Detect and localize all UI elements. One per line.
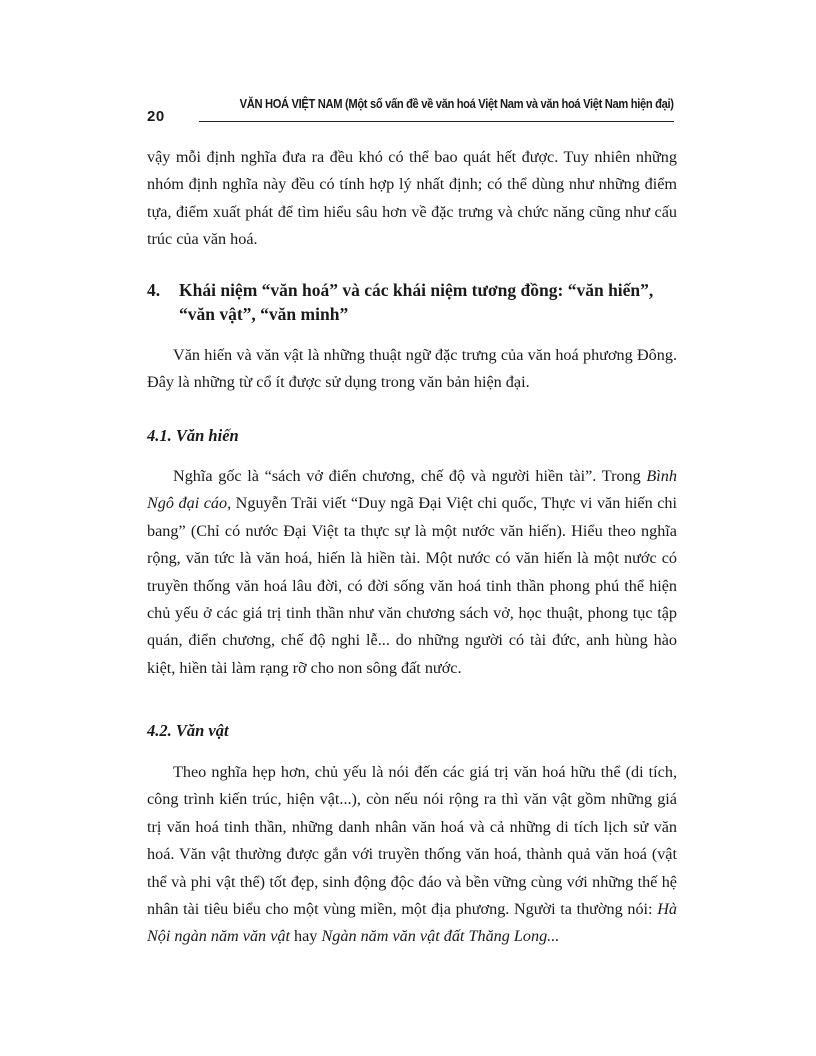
page-header xyxy=(147,96,674,126)
italic-quote-ha-noi: Hà Nội ngàn năm văn vật xyxy=(147,900,677,946)
running-title: VĂN HOÁ VIỆT NAM (Một số vấn đề về văn hoá Việt Nam và văn hoá Việt Nam hiện đại) xyxy=(240,96,674,111)
section-4-title: Khái niệm “văn hoá” và các khái niệm tương đồng: “văn hiến”, “văn vật”, “văn minh” xyxy=(179,280,654,324)
header-rule xyxy=(199,121,674,122)
text-run: Theo nghĩa hẹp hơn, chủ yếu là nói đến các giá trị văn hoá hữu thể (di tích, công trình kiến trúc, hiện vật...), còn nếu nói rộng ra thì văn vật gồm những giá trị văn hoá tinh thần, những danh nhân văn hoá và cả những di tích lịch sử văn hoá. Văn vật thường được gắn với truyền thống văn hoá, thành quả văn hoá (vật thể và phi vật thể) tốt đẹp, sinh động độc đáo và bền vững cùng với những thế hệ nhân tài tiêu biểu cho một vùng miền, một địa phương. Người ta thường nói: xyxy=(147,763,677,919)
section-4-paragraph: Văn hiến và văn vật là những thuật ngữ đặc trưng của văn hoá phương Đông. Đây là những từ cổ ít được sử dụng trong văn bản hiện đại. xyxy=(147,346,677,392)
subsection-4-1-title: 4.1. Văn hiến xyxy=(147,426,239,445)
subsection-4-2-paragraph xyxy=(147,759,677,951)
subsection-4-1-paragraph xyxy=(147,463,677,682)
text-run: Nghĩa gốc là “sách vở điển chương, chế độ và người hiền tài”. Trong xyxy=(173,467,647,485)
section-4-heading xyxy=(147,278,677,326)
italic-title-binh-ngo-dai-cao: Bình Ngô đại cáo xyxy=(147,467,677,513)
intro-paragraph: vậy mỗi định nghĩa đưa ra đều khó có thể bao quát hết được. Tuy nhiên những nhóm định nghĩa này đều có tính hợp lý nhất định; có thể dùng như những điểm tựa, điểm xuất phát để tìm hiểu sâu hơn về đặc trưng và chức năng cũng như cấu trúc của văn hoá. xyxy=(147,148,677,249)
text-run: hay xyxy=(289,927,322,946)
italic-quote-thang-long: Ngàn năm văn vật đất Thăng Long... xyxy=(321,927,560,946)
subsection-4-2-title: 4.2. Văn vật xyxy=(147,721,229,740)
page-number: 20 xyxy=(147,108,165,125)
text-run: , Nguyễn Trãi viết “Duy ngã Đại Việt chi quốc, Thực vi văn hiến chi bang” (Chỉ có nước Đại Việt ta thực sự là một nước văn hiến). Hiểu theo nghĩa rộng, văn tức là văn hoá, hiến là hiền tài. Một nước có văn hiến là một nước có truyền thống văn hoá lâu đời, có đời sống văn hoá tinh thần phong phú thể hiện chủ yếu ở các giá trị tinh thần như văn chương sách vở, học thuật, phong tục tập quán, điển chương, chế độ nghi lễ... do những người có tài đức, anh hùng hào kiệt, hiền tài làm rạng rỡ cho non sông đất nước. xyxy=(147,494,678,677)
section-4-number: 4. xyxy=(147,280,161,300)
